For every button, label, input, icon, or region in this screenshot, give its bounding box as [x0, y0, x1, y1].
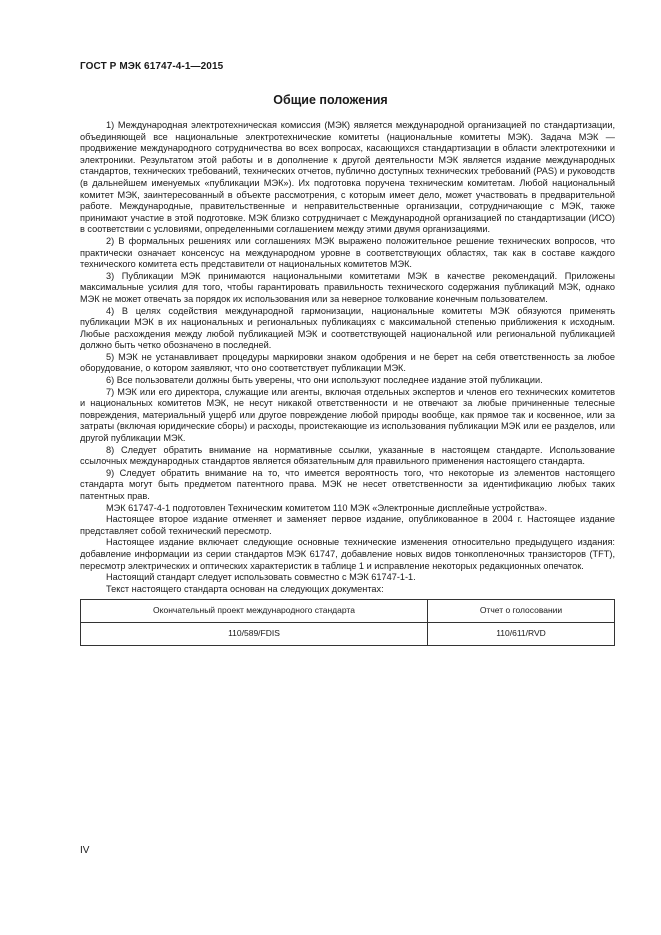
page-number: IV: [80, 845, 90, 856]
paragraph-use-with: Настоящий стандарт следует использовать совместно с МЭК 61747-1-1.: [106, 572, 416, 583]
paragraph-5: 5) МЭК не устанавливает процедуры маркировки знаком одобрения и не берет на себя ответственность за любое оборудование, о котором заявляют, что оно соответствует публикации МЭК.: [80, 351, 615, 374]
paragraph-9: 9) Следует обратить внимание на то, что имеется вероятность того, что некоторые из элементов настоящего стандарта могут быть предметом патентного права. МЭК не несет ответственности за идентификацию любых таких патентных прав.: [80, 467, 615, 501]
paragraph-4: 4) В целях содействия международной гармонизации, национальные комитеты МЭК обязуются применять публикации МЭК в их национальных и региональных публикациях с максимальной степенью приближения к исходным. Любые расхождения между любой публикацией МЭК и соответствующей национальной или региональной публикацией должно быть четко обозначено в последней.: [80, 305, 615, 351]
documents-table: [80, 599, 615, 645]
table-cell-rvd: 110/611/RVD: [428, 622, 615, 645]
paragraph-7: 7) МЭК или его директора, служащие или агенты, включая отдельных экспертов и членов его технических комитетов и национальных комитетов МЭК, не несут никакой ответственности и не отвечают за любые причиненные телесные повреждения, материальный ущерб или другое повреждение любой природы вообще, как прямое так и косвенное, или за затраты (включая юридические сборы) и расходы, проистекающие из использования публикации МЭК или ее разделов, или другой публикации МЭК.: [80, 386, 615, 444]
table-header-rvd: Отчет о голосовании: [428, 600, 615, 623]
paragraph-8: 8) Следует обратить внимание на нормативные ссылки, указанные в настоящем стандарте. Использование ссылочных международных стандартов является обязательным для правильного применения настоящего стандарта.: [80, 444, 615, 467]
table-header-row: [81, 600, 615, 623]
paragraph-changes: Настоящее издание включает следующие основные технические изменения относительно предыдущего издания: добавление информации из серии стандартов МЭК 61747, добавление новых видов тонкопленочных транзисторов (TFT), пересмотр электрических и оптических характеристик в таблице 1 и исправление некоторых редакционных опечаток.: [80, 537, 615, 571]
table-row: [81, 622, 615, 645]
table-header-fdis: Окончательный проект международного стандарта: [81, 600, 428, 623]
paragraph-6: 6) Все пользователи должны быть уверены, что они используют последнее издание этой публикации.: [106, 375, 543, 386]
document-header: ГОСТ Р МЭК 61747-4-1—2015: [80, 61, 224, 72]
paragraph-1: 1) Международная электротехническая комиссия (МЭК) является международной организацией по стандартизации, объединяющей все национальные электротехнические комитеты (национальные комитеты МЭК). Задача МЭК — продвижение международного сотрудничества во всех вопросах, касающихся стандартизации в области электротехники и электроники. Результатом этой работы и в дополнение к другой деятельности МЭК является издание международных стандартов, технических требований, технических отчетов, публично доступных технических требований (PAS) и руководств (в дальнейшем именуемых «публикации МЭК»). Их подготовка поручена техническим комитетам. Любой национальный комитет МЭК, заинтересованный в объекте рассмотрения, с которым имеет дело, может участвовать в предварительной работе. Международные, правительственные и неправительственные организации, сотрудничающие с МЭК, также принимают участие в этой подготовке. МЭК близко сотрудничает с Международной организацией по стандартизации (ИСО) в соответствии с условиями, определенными соглашением между этими двумя организациями.: [80, 120, 615, 235]
paragraph-based-on: Текст настоящего стандарта основан на следующих документах:: [106, 583, 384, 594]
document-body: [80, 120, 615, 646]
section-title: Общие положения: [273, 93, 388, 107]
table-cell-fdis: 110/589/FDIS: [81, 622, 428, 645]
paragraph-prepared-by: МЭК 61747-4-1 подготовлен Техническим комитетом 110 МЭК «Электронные дисплейные устройства».: [106, 502, 548, 513]
paragraph-3: 3) Публикации МЭК принимаются национальными комитетами МЭК в качестве рекомендаций. Приложены максимальные усилия для того, чтобы гарантировать правильность технического содержания публикаций МЭК, однако МЭК не может отвечать за порядок их использования или за неверное толкование конечным пользователем.: [80, 270, 615, 304]
paragraph-edition: Настоящее второе издание отменяет и заменяет первое издание, опубликованное в 2004 г. Настоящее издание представляет собой технический пересмотр.: [80, 514, 615, 536]
paragraph-2: 2) В формальных решениях или соглашениях МЭК выражено положительное решение технических вопросов, что практически означает консенсус на международном уровне в соответствующих областях, так как в составе каждого технического комитета есть представители от национальных комитетов МЭК.: [80, 235, 615, 270]
